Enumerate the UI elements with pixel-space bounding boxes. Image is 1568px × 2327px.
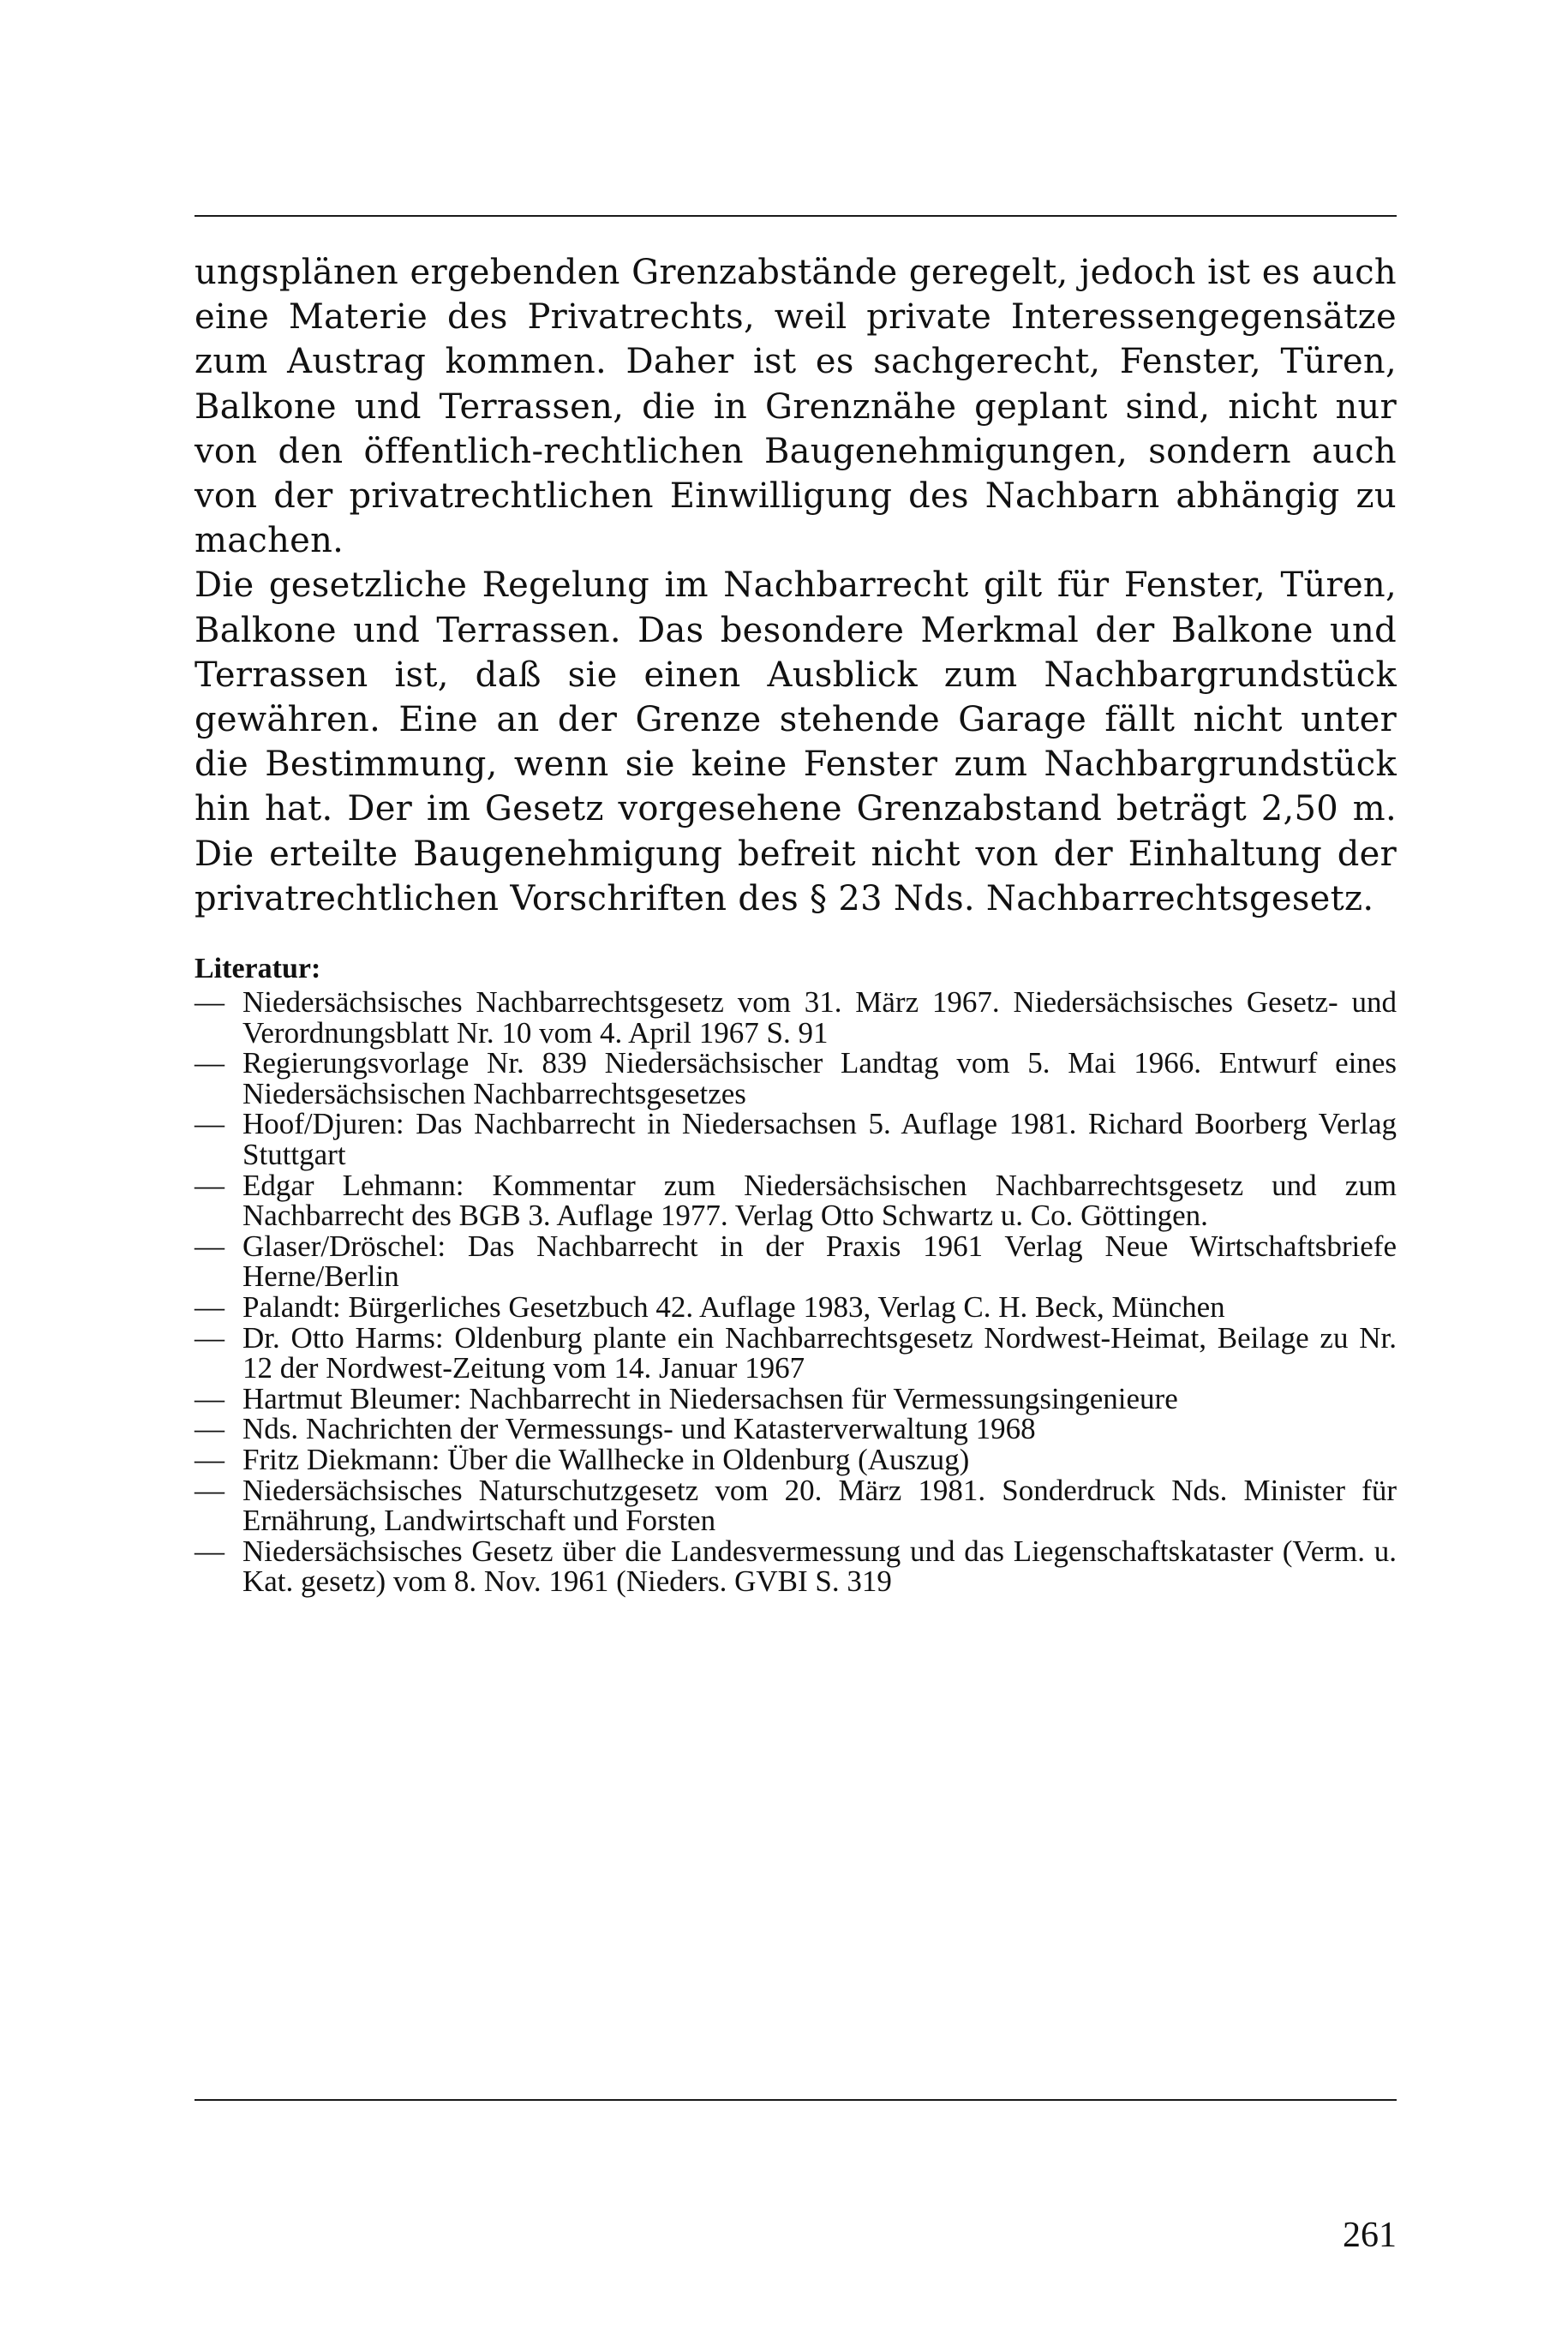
paragraph-1: ungsplänen ergebenden Grenzabstände geregelt, jedoch ist es auch eine Materie des Privatrechts, weil private Interessengegensätze zum Austrag kommen. Daher ist es sachgerecht, Fenster, Türen, Balkone und Terrassen, die in Grenznähe geplant sind, nicht nur von den öffentlich-rechtlichen Baugenehmigungen, sondern auch von der privatrechtlichen Einwilligung des Nachbarn abhängig zu machen. bbox=[195, 253, 1397, 561]
dash-bullet: — bbox=[195, 1107, 224, 1141]
dash-bullet: — bbox=[195, 1229, 224, 1263]
literature-list bbox=[195, 987, 1397, 1597]
literature-item-text: Glaser/Dröschel: Das Nachbarrecht in der Praxis 1961 Verlag Neue Wirtschaftsbriefe Herne/Berlin bbox=[242, 1229, 1397, 1294]
literature-item-text: Regierungsvorlage Nr. 839 Niedersächsischer Landtag vom 5. Mai 1966. Entwurf eines Niedersächsischen Nachbarrechtsgesetzes bbox=[242, 1046, 1397, 1110]
literature-item-text: Niedersächsisches Nachbarrechtsgesetz vom 31. März 1967. Niedersächsisches Gesetz- und Verordnungsblatt Nr. 10 vom 4. April 1967 S. 91 bbox=[242, 985, 1397, 1050]
literature-section bbox=[195, 953, 1397, 1597]
literature-item-text: Fritz Diekmann: Über die Wallhecke in Oldenburg (Auszug) bbox=[242, 1442, 970, 1476]
dash-bullet: — bbox=[195, 985, 224, 1019]
literature-item bbox=[195, 1231, 1397, 1292]
dash-bullet: — bbox=[195, 1473, 224, 1507]
dash-bullet: — bbox=[195, 1168, 224, 1202]
dash-bullet: — bbox=[195, 1442, 224, 1476]
literature-item-text: Niedersächsisches Gesetz über die Landesvermessung und das Liegenschaftskataster (Verm. u. Kat. gesetz) vom 8. Nov. 1961 (Nieders. GVBI S. 319 bbox=[242, 1534, 1397, 1599]
page-number: 261 bbox=[1343, 2216, 1397, 2255]
literature-item-text: Hoof/Djuren: Das Nachbarrecht in Niedersachsen 5. Auflage 1981. Richard Boorberg Verlag Stuttgart bbox=[242, 1107, 1397, 1171]
dash-bullet: — bbox=[195, 1046, 224, 1080]
literature-item bbox=[195, 1109, 1397, 1169]
dash-bullet: — bbox=[195, 1381, 224, 1415]
literature-item bbox=[195, 1475, 1397, 1536]
literature-item bbox=[195, 987, 1397, 1048]
literature-item bbox=[195, 1414, 1397, 1445]
literature-item-text: Hartmut Bleumer: Nachbarrecht in Niedersachsen für Vermessungsingenieure bbox=[242, 1381, 1178, 1415]
literature-item bbox=[195, 1381, 1397, 1415]
literature-item bbox=[195, 1320, 1397, 1385]
literature-item bbox=[195, 1170, 1397, 1231]
literature-item-text: Palandt: Bürgerliches Gesetzbuch 42. Auflage 1983, Verlag C. H. Beck, München bbox=[242, 1289, 1225, 1324]
literature-item-text: Dr. Otto Harms: Oldenburg plante ein Nachbarrechtsgesetz Nordwest-Heimat, Beilage zu Nr. 12 der Nordwest-Zeitung vom 14. Januar 1967 bbox=[242, 1320, 1397, 1385]
top-rule bbox=[195, 215, 1397, 217]
dash-bullet: — bbox=[195, 1289, 224, 1324]
literature-item bbox=[195, 1536, 1397, 1597]
literature-item-text: Edgar Lehmann: Kommentar zum Niedersächsischen Nachbarrechtsgesetz und zum Nachbarrecht des BGB 3. Auflage 1977. Verlag Otto Schwartz u. Co. Göttingen. bbox=[242, 1168, 1397, 1233]
paragraph-2: Die gesetzliche Regelung im Nachbarrecht gilt für Fenster, Türen, Balkone und Terrassen. Das besondere Merkmal der Balkone und Terrassen ist, daß sie einen Ausblick zum Nachbargrundstück gewähren. Eine an der Grenze stehende Garage fällt nicht unter die Bestimmung, wenn sie keine Fenster zum Nachbargrundstück hin hat. Der im Gesetz vorgesehene Grenzabstand beträgt 2,50 m. Die erteilte Baugenehmigung befreit nicht von der Einhaltung der privatrechtlichen Vorschriften des § 23 Nds. Nachbarrechtsgesetz. bbox=[195, 565, 1397, 918]
dash-bullet: — bbox=[195, 1534, 224, 1568]
literature-heading: Literatur: bbox=[195, 953, 321, 984]
literature-item-text: Nds. Nachrichten der Vermessungs- und Katasterverwaltung 1968 bbox=[242, 1412, 1036, 1446]
literature-item-text: Niedersächsisches Naturschutzgesetz vom 20. März 1981. Sonderdruck Nds. Minister für Ernährung, Landwirtschaft und Forsten bbox=[242, 1473, 1397, 1538]
literature-item bbox=[195, 1048, 1397, 1109]
main-text bbox=[195, 250, 1397, 921]
dash-bullet: — bbox=[195, 1320, 224, 1355]
literature-item bbox=[195, 1442, 1397, 1476]
dash-bullet: — bbox=[195, 1412, 224, 1446]
bottom-rule bbox=[195, 2099, 1397, 2101]
literature-item bbox=[195, 1289, 1397, 1324]
